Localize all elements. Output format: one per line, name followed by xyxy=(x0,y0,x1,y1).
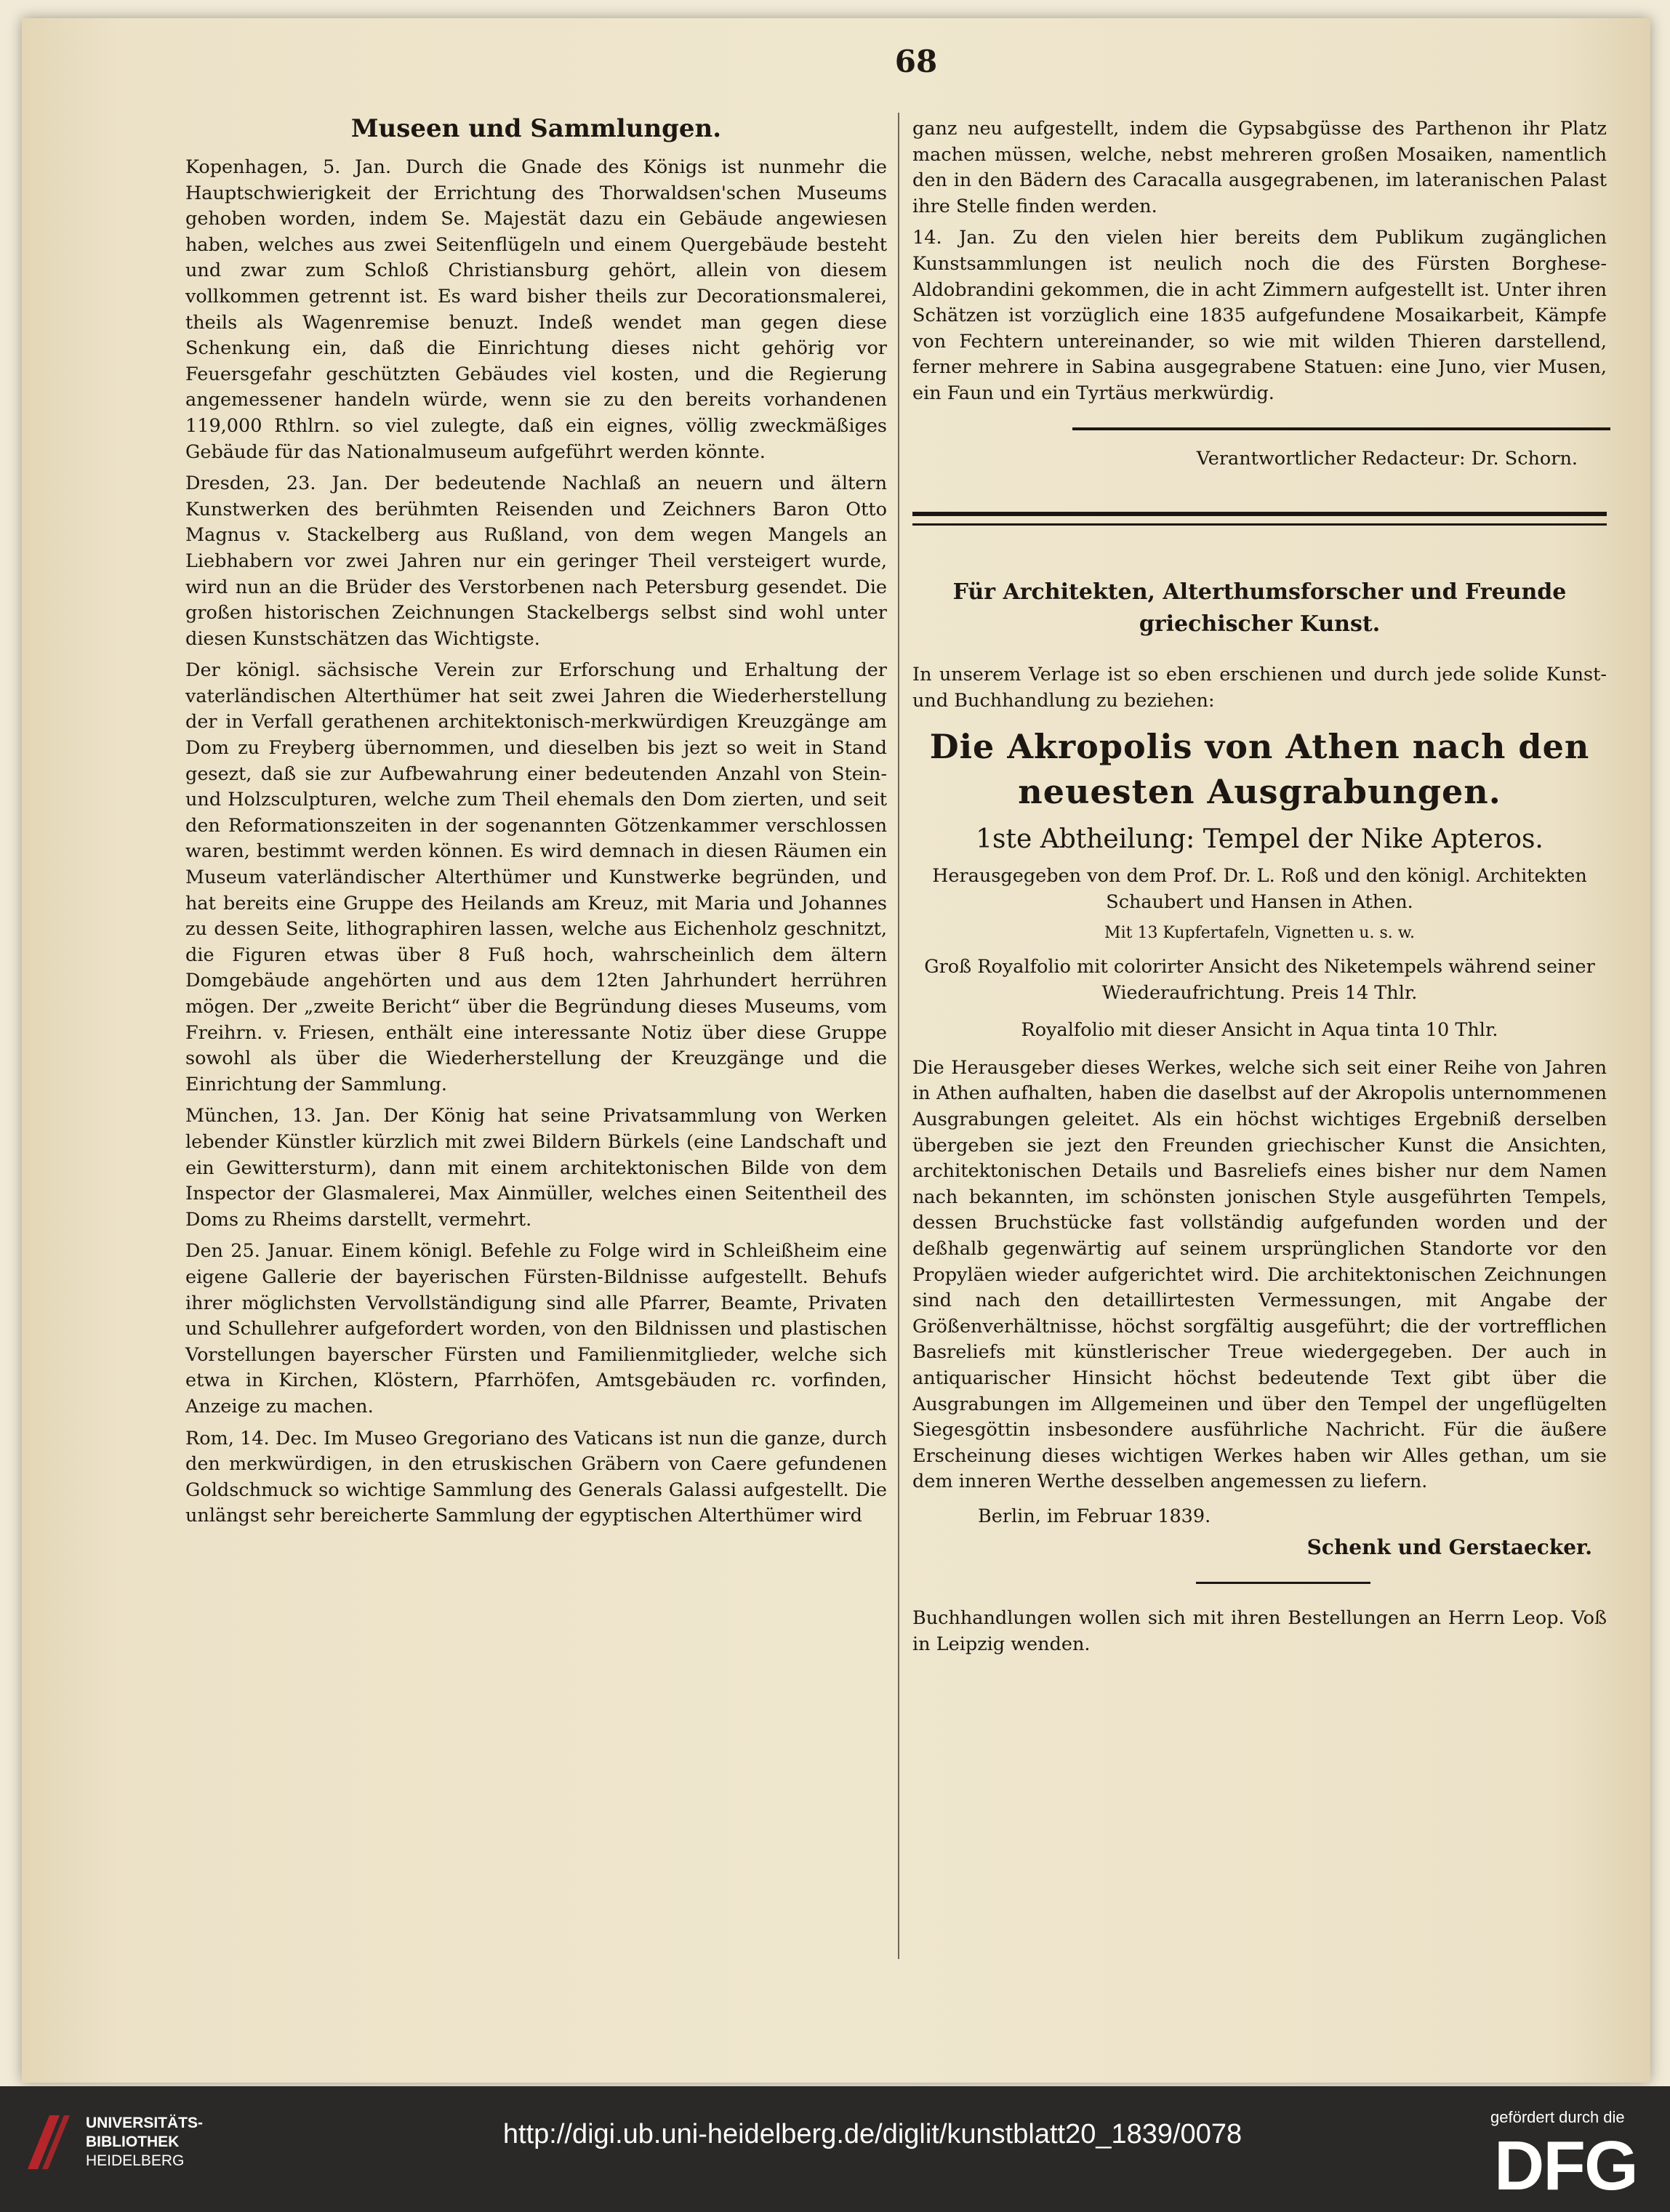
article-copenhagen: Kopenhagen, 5. Jan. Durch die Gnade des Königs ist nunmehr die Hauptschwierigkeit der Errichtung des Thorwaldsen'schen Museums gehoben worden, indem Se. Majestät dazu ein Gebäude angewiesen haben, welches aus zwei Seitenflügeln und einem Quergebäude besteht und zwar zum Schloß Christiansburg gehört, allein von diesem vollkommen getrennt ist. Es ward bisher theils zur Decorationsmalerei, theils als Wagenremise benuzt. Indeß wendet man gegen diese Schenkung ein, daß die Einrichtung dieses nicht gehörig vor Feuersgefahr geschützten Gebäudes viel kosten, und die Regierung angemessener handeln würde, wenn sie zu den bereits vorhandenen 119,000 Rthlrn. so viel zulegte, daß ein eignes, völlig zweckmäßiges Gebäude für das Nationalmuseum aufgeführt werden könnte. xyxy=(185,156,887,463)
newspaper-page xyxy=(22,18,1650,2083)
ad-price-standard: Royalfolio mit dieser Ansicht in Aqua tinta 10 Thlr. xyxy=(1021,1019,1498,1042)
section-heading: Museen und Sammlungen. xyxy=(350,114,722,143)
separator-rule xyxy=(1072,427,1610,430)
ad-separator xyxy=(1196,1582,1370,1584)
permalink-url[interactable]: http://digi.ub.uni-heidelberg.de/diglit/kunstblatt20_1839/0078 xyxy=(502,2119,1243,2149)
ad-body: Die Herausgeber dieses Werkes, welche sich seit einer Reihe von Jahren in Athen aufhalten, haben die daselbst auf der Akropolis unternommenen Ausgrabungen geleitet. Als ein höchst wichtiges Ergebniß derselben übergeben sie jezt den Freunden griechischer Kunst die Ansichten, architektonischen Details und Basreliefs eines bisher nur dem Namen nach bekannten, im schönsten jonischen Style ausgeführten Tempels, dessen Bruchstücke fast vollständig aufgefunden worden und der deßhalb gegenwärtig auf seinem ursprünglichen Standorte vor den Propyläen wieder aufgerichtet wird. Die architektonischen Zeichnungen sind nach den detaillirtesten Vermessungen, mit Angabe der Größenverhältnisse, höchst sorgfältig ausgeführt; die der vortrefflichen Basreliefs mit künstlerischer Treue wiedergegeben. Der auch in antiquarischer Hinsicht höchst bedeutende Text gibt über die Ausgrabungen im Allgemeinen und über den Tempel der ungeflügelten Siegesgöttin insbesondere ausführliche Nachricht. Für die äußere Erscheinung dieses wichtigen Werkes haben wir Alles gethan, um sie dem inneren Werthe desselben angemessen zu liefern. xyxy=(912,1056,1607,1493)
double-rule xyxy=(912,512,1607,526)
logo-line-2: BIBLIOTHEK xyxy=(86,2133,180,2150)
ad-heading: Für Architekten, Alterthumsforscher und Freunde griechischer Kunst. xyxy=(952,579,1567,638)
right-column xyxy=(912,116,1607,1663)
page-number: 68 xyxy=(894,44,938,79)
ad-editors: Herausgegeben von dem Prof. Dr. L. Roß und den königl. Architekten Schaubert und Hansen in Athen. xyxy=(932,865,1587,913)
advertisement xyxy=(912,576,1607,1657)
article-saxon-society: Der königl. sächsische Verein zur Erforschung und Erhaltung der vaterländischen Alterthümer hat seit zwei Jahren die Wiederherstellung der in Verfall gerathenen architektonisch-merkwürdigen Kreuzgänge am Dom zu Freyberg übernommen, und dieselben bis jezt so weit in Stand gesezt, daß sie zur Aufbewahrung einer bedeutenden Anzahl von Stein- und Holzsculpturen, welche zum Theil ehemals den Dom zierten, und seit den Reformationszeiten in der sogenannten Götzenkammer verschlossen waren, bestimmt werden können. Es wird demnach in diesen Räumen ein Museum vaterländischer Alterthümer und Kunstwerke begründen, und hat bereits eine Gruppe des Heilands am Kreuz, mit Maria und Johannes zu dessen Seite, lithographiren lassen, welche aus Eichenholz geschnitzt, die Figuren etwas über 8 Fuß hoch, wahrscheinlich dem ältern Domgebäude angehörten und aus dem 12ten Jahrhundert herrühren mögen. Der „zweite Bericht“ über die Begründung dieses Museums, vom Freihrn. v. Friesen, enthält eine interessante Notiz über diese Gruppe sowohl als über die Wiederherstellung der Kreuzgänge und die Einrichtung der Sammlung. xyxy=(185,659,887,1095)
university-library-logo-text xyxy=(86,2114,203,2171)
university-library-logo-icon xyxy=(22,2110,73,2175)
column-divider xyxy=(898,113,899,1959)
ad-plates: Mit 13 Kupfertafeln, Vignetten u. s. w. xyxy=(1104,923,1415,942)
viewer-footer xyxy=(0,2086,1670,2212)
ad-subtitle: 1ste Abtheilung: Tempel der Nike Apteros. xyxy=(976,824,1543,855)
article-munich-jan25: Den 25. Januar. Einem königl. Befehle zu Folge wird in Schleißheim eine eigene Gallerie der bayerischen Fürsten-Bildnisse aufgestellt. Behufs ihrer möglichsten Vervollständigung sind alle Pfarrer, Beamte, Privaten und Schullehrer aufgefordert worden, von den Bildnissen und plastischen Vorstellungen bayerscher Fürsten und Familienmitglieder, welche sich etwa in Kirchen, Klöstern, Pfarrhöfen, Amtsgebäuden rc. vorfinden, Anzeige zu machen. xyxy=(185,1240,887,1417)
article-munich: München, 13. Jan. Der König hat seine Privatsammlung von Werken lebender Künstler kürzlich mit zwei Bildern Bürkels (eine Landschaft und ein Gewittersturm), dann mit einem architektonischen Bilde von dem Inspector der Glasmalerei, Max Ainmüller, welches einen Seitentheil des Doms zu Rheims darstellt, vermehrt. xyxy=(185,1105,887,1231)
ad-signature: Schenk und Gerstaecker. xyxy=(1306,1535,1592,1559)
article-dresden: Dresden, 23. Jan. Der bedeutende Nachlaß an neuern und ältern Kunstwerken des berühmten Reisenden und Zeichners Baron Otto Magnus v. Stackelberg aus Rußland, von dem wegen Mangels an Liebhabern vor zwei Jahren nur ein geringer Theil versteigert wurde, wird nun an die Brüder des Verstorbenen nach Petersburg gesendet. Die großen historischen Zeichnungen Stackelbergs selbst sind wohl unter diesen Kunstschätzen das Wichtigste. xyxy=(185,472,887,650)
dfg-caption: gefördert durch die xyxy=(1490,2108,1625,2126)
article-rome-jan14: 14. Jan. Zu den vielen hier bereits dem Publikum zugänglichen Kunstsammlungen ist neulich noch die des Fürsten Borghese-Aldobrandini gekommen, die in acht Zimmern aufgestellt ist. Unter ihren Schätzen ist vorzüglich eine 1835 aufgefundene Mosaikarbeit, Kämpfe von Fechtern untereinander, so wie mit wilden Thieren darstellend, ferner mehrere in Sabina ausgegrabene Statuen: eine Juno, vier Musen, ein Faun und ein Tyrtäus merkwürdig. xyxy=(912,227,1607,404)
ad-price-large: Groß Royalfolio mit colorirter Ansicht des Niketempels während seiner Wiederaufrichtung. Preis 14 Thlr. xyxy=(924,956,1595,1004)
ad-title: Die Akropolis von Athen nach den neuesten Ausgrabungen. xyxy=(929,727,1590,812)
article-rome: Rom, 14. Dec. Im Museo Gregoriano des Vaticans ist nun die ganze, durch den merkwürdigen, in den etruskischen Gräbern von Caere gefundenen Goldschmuck so wichtige Sammlung des Generals Galassi aufgestellt. Die unlängst sehr bereicherte Sammlung der egyptischen Alterthümer wird xyxy=(185,1427,887,1527)
logo-line-1: UNIVERSITÄTS- xyxy=(86,2115,204,2131)
editor-line: Verantwortlicher Redacteur: Dr. Schorn. xyxy=(1196,447,1578,470)
dfg-logo-icon xyxy=(1494,2131,1650,2197)
ad-date: Berlin, im Februar 1839. xyxy=(978,1505,1211,1527)
left-column xyxy=(185,113,887,1535)
ad-intro: In unserem Verlage ist so eben erschienen und durch jede solide Kunst- und Buchhandlung zu beziehen: xyxy=(912,664,1607,712)
article-rome-continued: ganz neu aufgestellt, indem die Gypsabgüsse des Parthenon ihr Platz machen müssen, welche, nebst mehreren großen Mosaiken, namentlich den in den Bädern des Caracalla ausgegrabenen, im lateranischen Palast ihre Stelle finden werden. xyxy=(912,118,1607,217)
ad-note: Buchhandlungen wollen sich mit ihren Bestellungen an Herrn Leop. Voß in Leipzig wenden. xyxy=(912,1607,1607,1655)
logo-line-3: HEIDELBERG xyxy=(86,2152,185,2169)
dfg-logo-text: DFG xyxy=(1494,2131,1637,2197)
